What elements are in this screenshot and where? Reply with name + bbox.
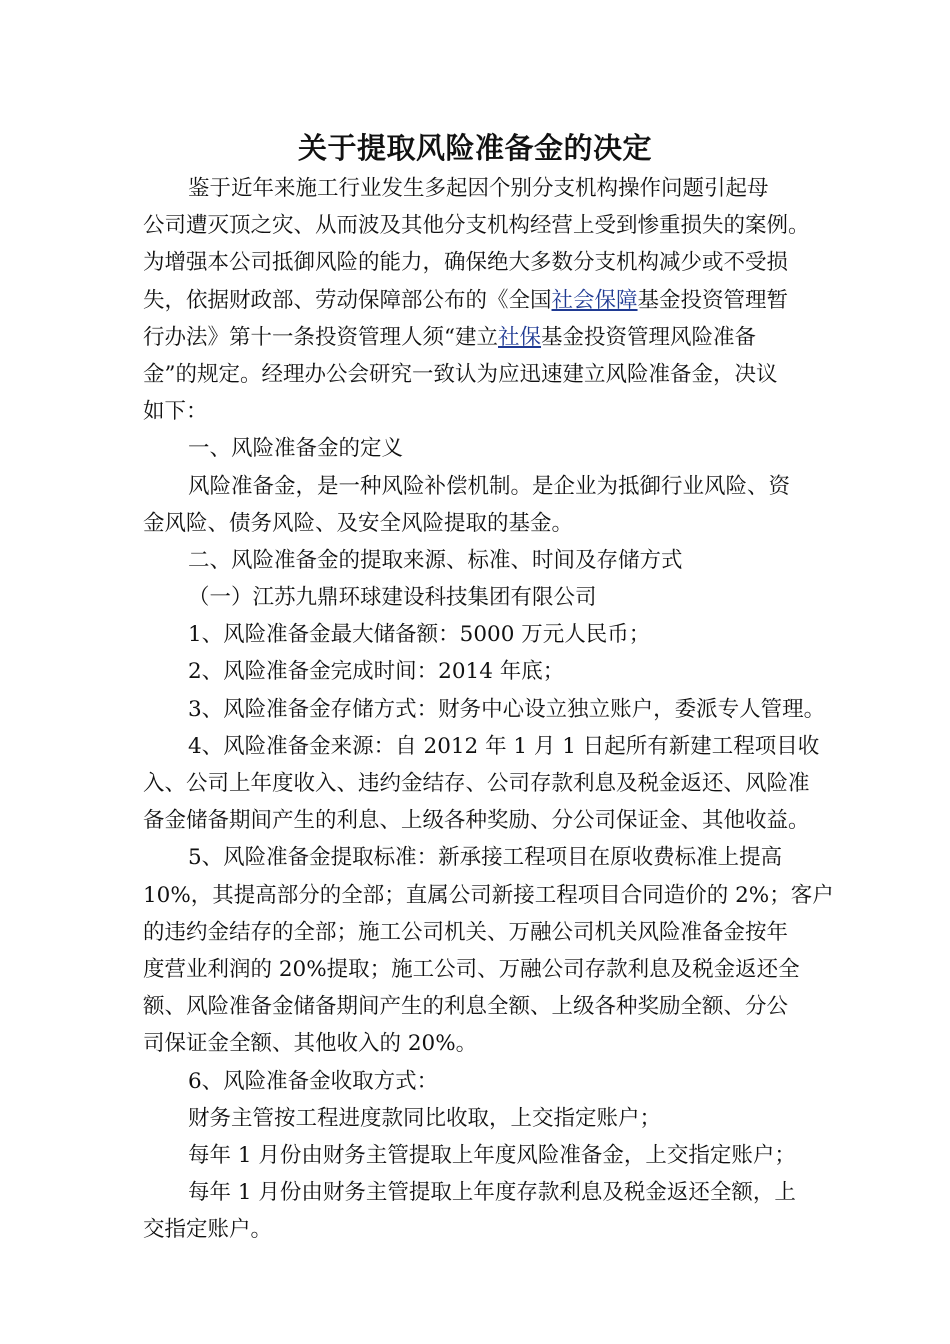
- list-item-continued: 的违约金结存的全部；施工公司机关、万融公司机关风险准备金按年: [143, 919, 789, 945]
- list-item-continued: 额、风险准备金储备期间产生的利息全额、上级各种奖励全额、分公: [143, 994, 789, 1020]
- list-item: 3、风险准备金存储方式：财务中心设立独立账户，委派专人管理。: [188, 696, 826, 722]
- paragraph-line: 风险准备金，是一种风险补偿机制。是企业为抵御行业风险、资: [188, 473, 791, 499]
- paragraph-line: 每年 1 月份由财务主管提取上年度存款利息及税金返还全额，上: [188, 1180, 796, 1206]
- paragraph-line: 交指定账户。: [143, 1217, 273, 1243]
- company-heading: （一）江苏九鼎环球建设科技集团有限公司: [188, 585, 597, 611]
- intro-line: 为增强本公司抵御风险的能力，确保绝大多数分支机构减少或不受损: [143, 250, 789, 276]
- paragraph-line: 财务主管按工程进度款同比收取，上交指定账户；: [188, 1105, 662, 1131]
- social-insurance-link[interactable]: 社保: [498, 324, 542, 350]
- list-item: 6、风险准备金收取方式：: [188, 1068, 439, 1094]
- intro-line: [143, 319, 808, 356]
- list-item-continued: 司保证金全额、其他收入的 20%。: [143, 1031, 478, 1057]
- list-item: 5、风险准备金提取标准：新承接工程项目在原收费标准上提高: [188, 845, 783, 871]
- list-item: 1、风险准备金最大储备额：5000 万元人民币；: [188, 622, 651, 648]
- list-item: 2、风险准备金完成时间：2014 年底；: [188, 659, 565, 685]
- intro-line: [143, 282, 808, 319]
- intro-text: 基金投资管理风险准备: [541, 324, 757, 350]
- intro-line: 金”的规定。经理办公会研究一致认为应迅速建立风险准备金，决议: [143, 361, 778, 387]
- section-heading: 一、风险准备金的定义: [188, 436, 404, 462]
- paragraph-line: 每年 1 月份由财务主管提取上年度风险准备金，上交指定账户；: [188, 1142, 796, 1168]
- list-item-continued: 度营业利润的 20%提取；施工公司、万融公司存款利息及税金返还全: [143, 956, 800, 982]
- list-item-continued: 入、公司上年度收入、违约金结存、公司存款利息及税金返还、风险准: [143, 771, 810, 796]
- intro-line: 公司遭灭顶之灾、从而波及其他分支机构经营上受到惨重损失的案例。: [143, 213, 810, 239]
- intro-line: 如下：: [143, 399, 208, 425]
- document-title: 关于提取风险准备金的决定: [297, 131, 652, 165]
- intro-line: 鉴于近年来施工行业发生多起因个别分支机构操作问题引起母: [188, 176, 769, 201]
- document-body: [143, 170, 834, 1248]
- intro-text: 行办法》第十一条投资管理人须“建立: [143, 324, 498, 350]
- intro-text: 基金投资管理暂: [637, 287, 789, 313]
- section-heading: 二、风险准备金的提取来源、标准、时间及存储方式: [188, 547, 683, 573]
- social-security-link[interactable]: 社会保障: [551, 287, 638, 313]
- paragraph-line: 金风险、债务风险、及安全风险提取的基金。: [143, 510, 574, 536]
- intro-text: 失，依据财政部、劳动保障部公布的《全国: [143, 287, 552, 313]
- list-item: 4、风险准备金来源：自 2012 年 1 月 1 日起所有新建工程项目收: [188, 733, 820, 759]
- list-item-continued: 备金储备期间产生的利息、上级各种奖励、分公司保证金、其他收益。: [143, 808, 810, 834]
- list-item-continued: 10%，其提高部分的全部；直属公司新接工程项目合同造价的 2%；客户: [143, 882, 834, 908]
